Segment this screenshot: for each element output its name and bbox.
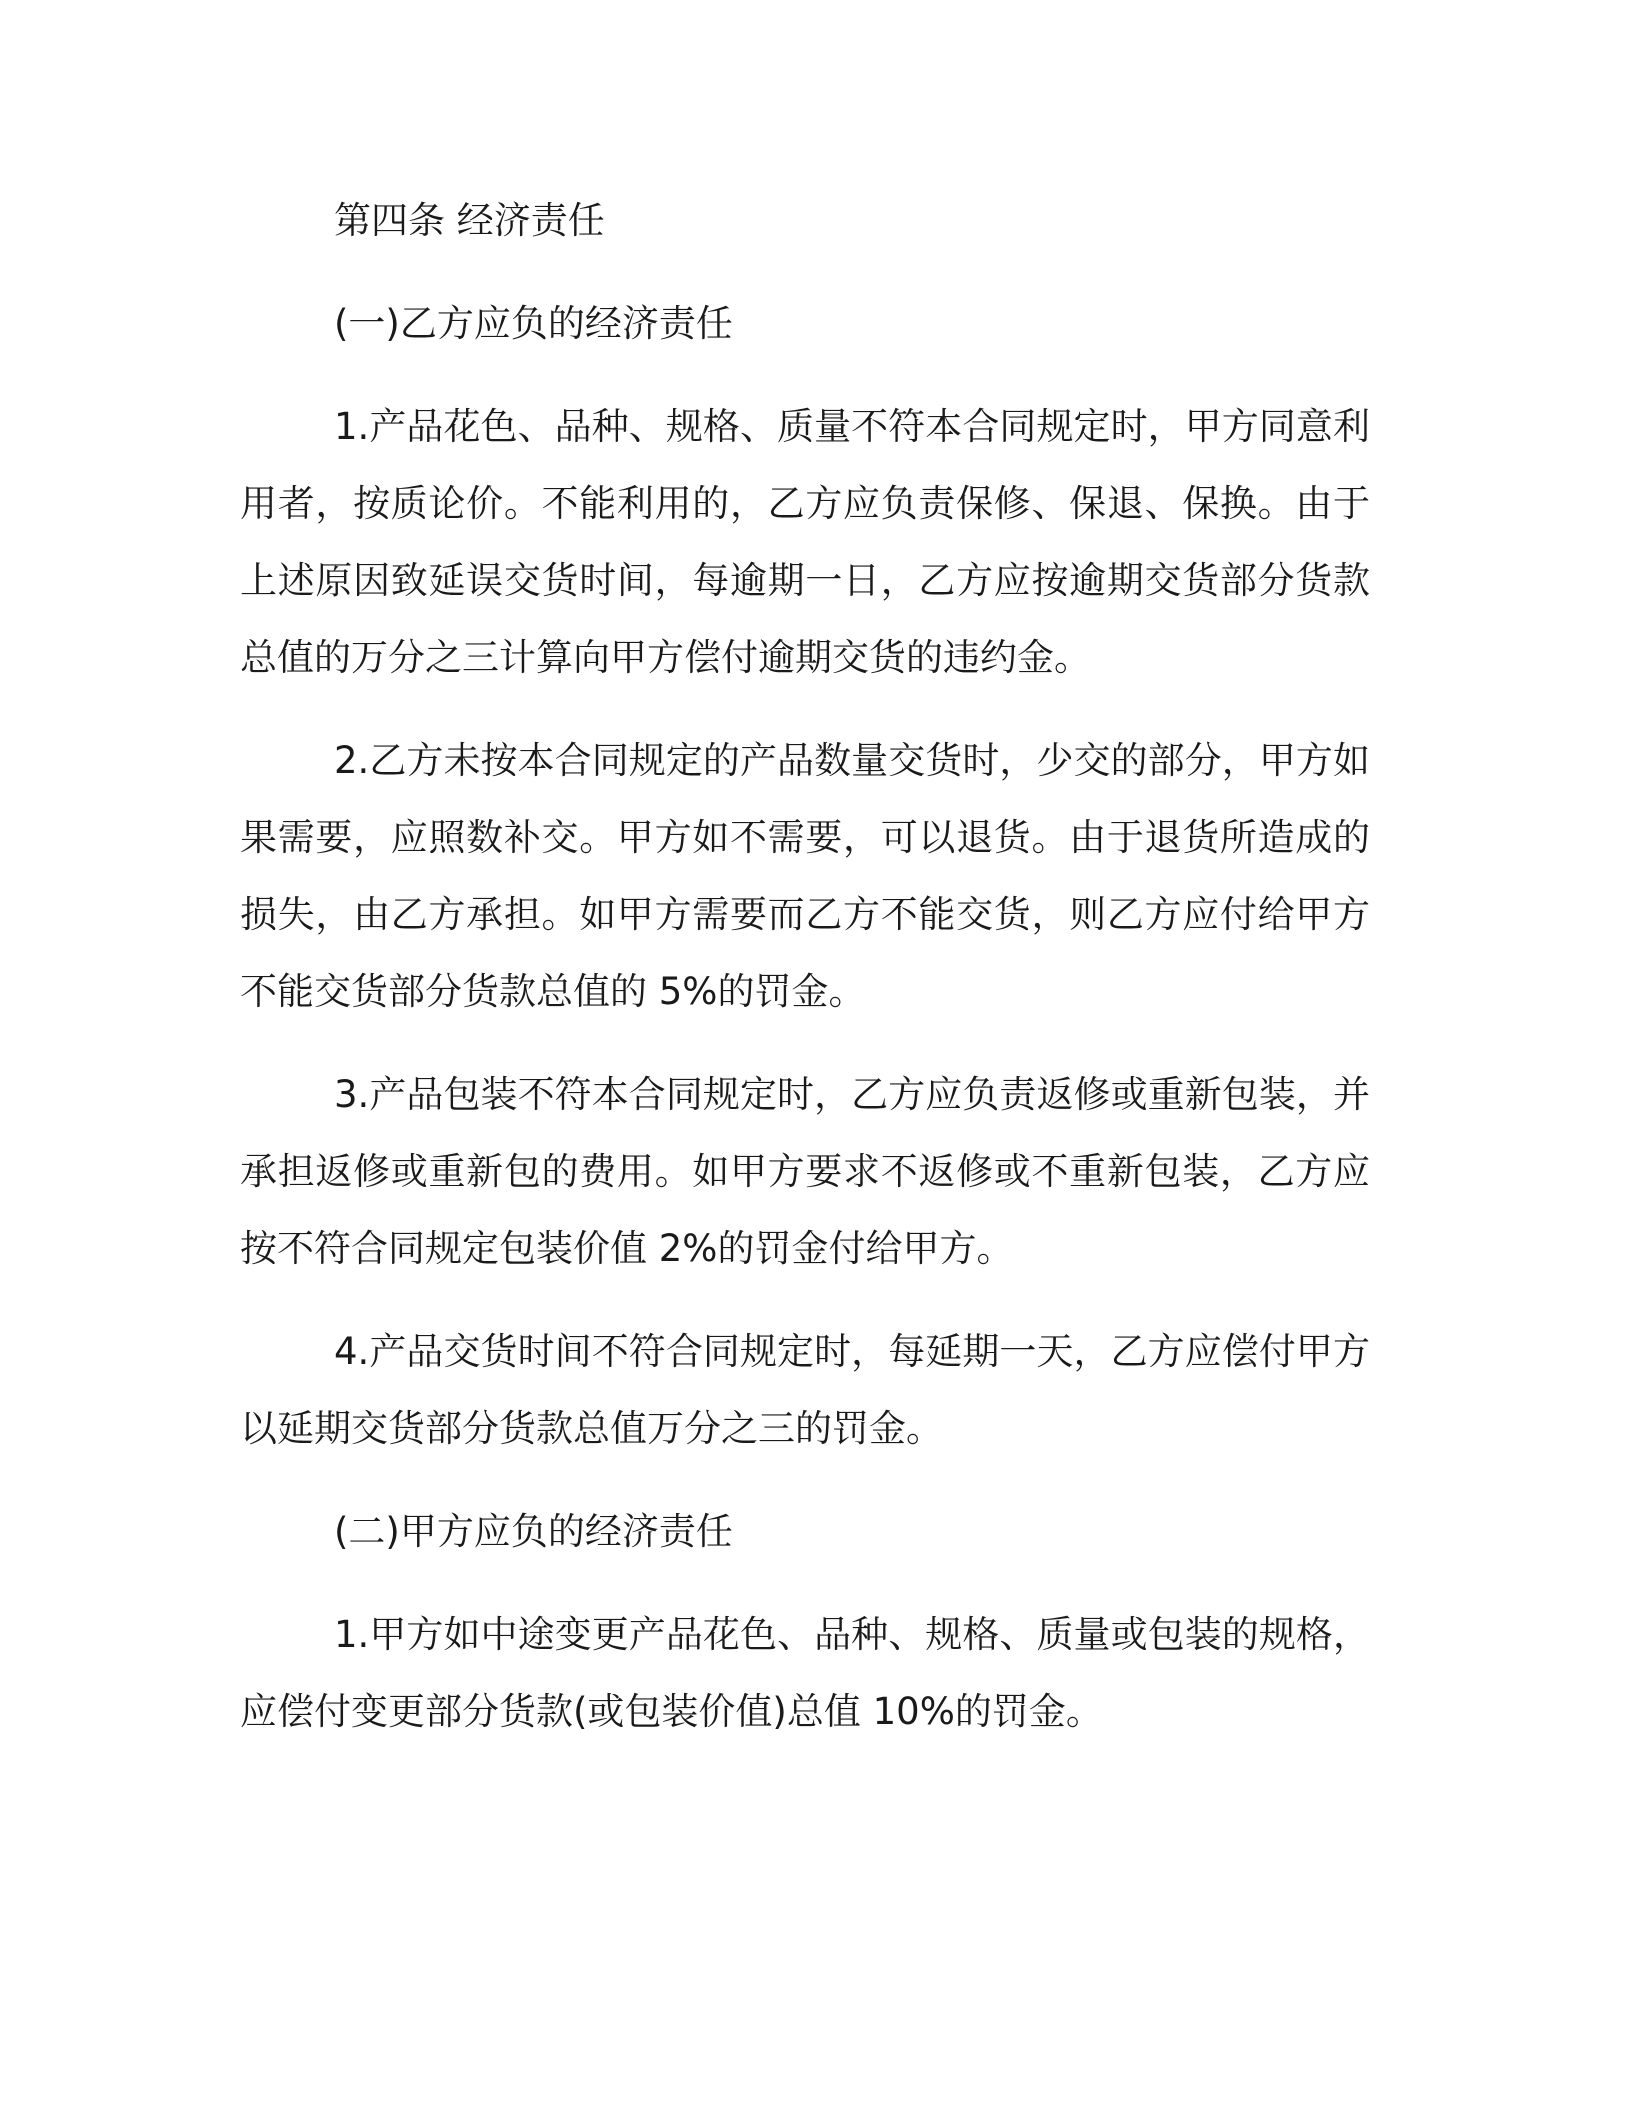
document-body xyxy=(240,182,1370,1776)
article-title: 第四条 经济责任 xyxy=(334,199,605,242)
section-1-title: (一)乙方应负的经济责任 xyxy=(334,302,733,345)
section-1-item-1: 1.产品花色、品种、规格、质量不符本合同规定时，甲方同意利用者，按质论价。不能利用的，乙方应负责保修、保退、保换。由于上述原因致延误交货时间，每逾期一日，乙方应按逾期交货部分货款总值的万分之三计算向甲方偿付逾期交货的违约金。 xyxy=(240,405,1370,679)
section-2-item-1: 1.甲方如中途变更产品花色、品种、规格、质量或包装的规格，应偿付变更部分货款(或包装价值)总值 10%的罚金。 xyxy=(240,1613,1370,1733)
section-2-title: (二)甲方应负的经济责任 xyxy=(334,1510,733,1553)
section-1-item-3: 3.产品包装不符本合同规定时，乙方应负责返修或重新包装，并承担返修或重新包的费用。如甲方要求不返修或不重新包装，乙方应按不符合同规定包装价值 2%的罚金付给甲方。 xyxy=(240,1073,1370,1270)
section-1-item-4: 4.产品交货时间不符合同规定时，每延期一天，乙方应偿付甲方以延期交货部分货款总值万分之三的罚金。 xyxy=(240,1330,1370,1450)
section-1-item-2: 2.乙方未按本合同规定的产品数量交货时，少交的部分，甲方如果需要，应照数补交。甲方如不需要，可以退货。由于退货所造成的损失，由乙方承担。如甲方需要而乙方不能交货，则乙方应付给甲方不能交货部分货款总值的 5%的罚金。 xyxy=(240,739,1370,1013)
